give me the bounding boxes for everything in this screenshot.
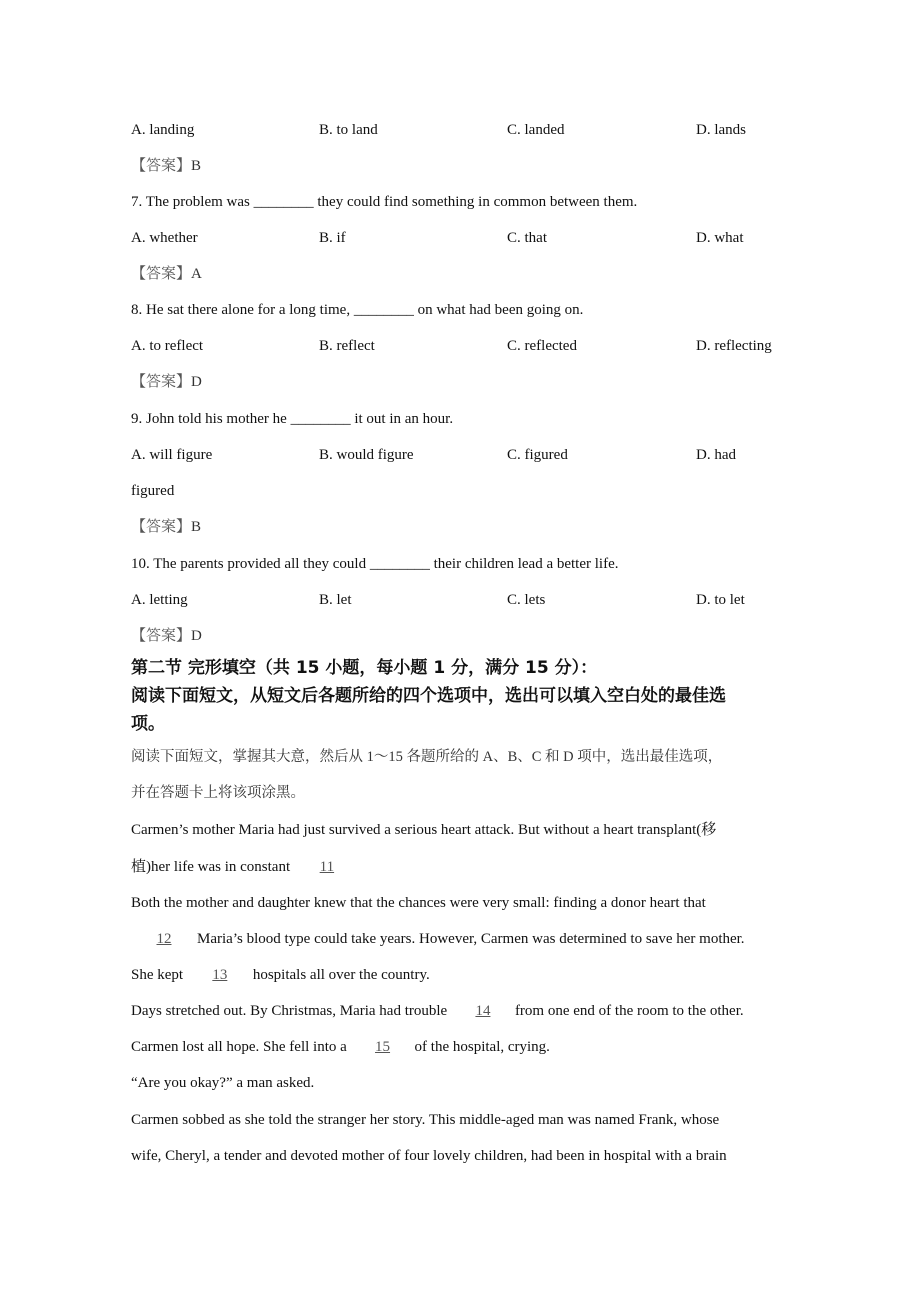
passage-line: wife, Cheryl, a tender and devoted mother of four lovely children, had been in hospital with a brain — [131, 1148, 727, 1164]
answer-value: B — [191, 519, 202, 535]
passage-text: Maria’s blood type could take years. However, Carmen was determined to save her mother. — [197, 931, 745, 947]
option-a: A. landing — [131, 122, 195, 138]
option-b: B. if — [319, 230, 346, 246]
passage-line: Both the mother and daughter knew that the chances were very small: finding a donor heart that — [131, 895, 706, 911]
passage-text: Days stretched out. By Christmas, Maria had trouble — [131, 1003, 451, 1019]
option-c: C. figured — [507, 447, 568, 463]
passage-text: 植)her life was in constant — [131, 859, 294, 875]
passage-line — [131, 1037, 550, 1057]
option-a: A. whether — [131, 230, 198, 246]
question-stem: 7. The problem was ________ they could find something in common between them. — [131, 194, 638, 210]
answer — [131, 372, 202, 392]
blank-12: 12 — [156, 931, 172, 947]
answer — [131, 626, 202, 646]
option-c: C. lets — [507, 592, 546, 608]
blank-13: 13 — [212, 967, 228, 983]
option-b: B. to land — [319, 122, 378, 138]
option-d-continued: figured — [131, 483, 175, 499]
passage-line — [131, 857, 360, 877]
option-d: D. what — [696, 230, 744, 246]
option-a: A. letting — [131, 592, 188, 608]
passage-line — [131, 929, 745, 949]
option-c: C. that — [507, 230, 547, 246]
answer-label: 【答案】 — [131, 266, 192, 282]
section-instruction-cont: 并在答题卡上将该项涂黑。 — [131, 785, 305, 801]
section-instruction-bold-cont: 项。 — [131, 714, 165, 734]
question-stem: 8. He sat there alone for a long time, ________ on what had been going on. — [131, 302, 584, 318]
passage-line: “Are you okay?” a man asked. — [131, 1075, 315, 1091]
answer-value: B — [191, 158, 202, 174]
option-c: C. reflected — [507, 338, 577, 354]
passage-text: Carmen lost all hope. She fell into a — [131, 1039, 351, 1055]
option-b: B. let — [319, 592, 352, 608]
option-b: B. reflect — [319, 338, 375, 354]
question-stem: 9. John told his mother he ________ it out in an hour. — [131, 411, 454, 427]
option-c: C. landed — [507, 122, 565, 138]
answer — [131, 156, 201, 176]
passage-line — [131, 1001, 744, 1021]
passage-text: She kept — [131, 967, 187, 983]
answer-label: 【答案】 — [131, 628, 192, 644]
option-d: D. lands — [696, 122, 746, 138]
blank-14: 14 — [475, 1003, 491, 1019]
answer-label: 【答案】 — [131, 519, 192, 535]
passage-text: of the hospital, crying. — [414, 1039, 550, 1055]
blank-11: 11 — [319, 859, 335, 875]
section-instruction: 阅读下面短文，掌握其大意，然后从 1～15 各题所给的 A、B、C 和 D 项中，选出最佳选项， — [131, 749, 723, 765]
section-instruction-bold: 阅读下面短文，从短文后各题所给的四个选项中，选出可以填入空白处的最佳选 — [131, 686, 726, 706]
answer-value: D — [191, 374, 202, 390]
passage-text: from one end of the room to the other. — [514, 1003, 744, 1019]
answer-label: 【答案】 — [131, 374, 192, 390]
answer-value: D — [191, 628, 202, 644]
section-title: 第二节 完形填空（共 15 小题，每小题 1 分，满分 15 分）： — [131, 658, 598, 678]
answer-label: 【答案】 — [131, 158, 192, 174]
answer — [131, 264, 202, 284]
question-stem: 10. The parents provided all they could ________ their children lead a better life. — [131, 556, 619, 572]
option-b: B. would figure — [319, 447, 414, 463]
passage-line — [131, 965, 430, 985]
option-d: D. to let — [696, 592, 745, 608]
passage-line: Carmen’s mother Maria had just survived a serious heart attack. But without a heart transplant(移 — [131, 822, 717, 838]
passage-text: hospitals all over the country. — [252, 967, 430, 983]
answer-value: A — [191, 266, 202, 282]
option-d: D. had — [696, 447, 736, 463]
blank-15: 15 — [375, 1039, 391, 1055]
passage-line: Carmen sobbed as she told the stranger her story. This middle-aged man was named Frank, whose — [131, 1112, 720, 1128]
option-a: A. will figure — [131, 447, 213, 463]
option-d: D. reflecting — [696, 338, 772, 354]
option-a: A. to reflect — [131, 338, 204, 354]
answer — [131, 517, 201, 537]
